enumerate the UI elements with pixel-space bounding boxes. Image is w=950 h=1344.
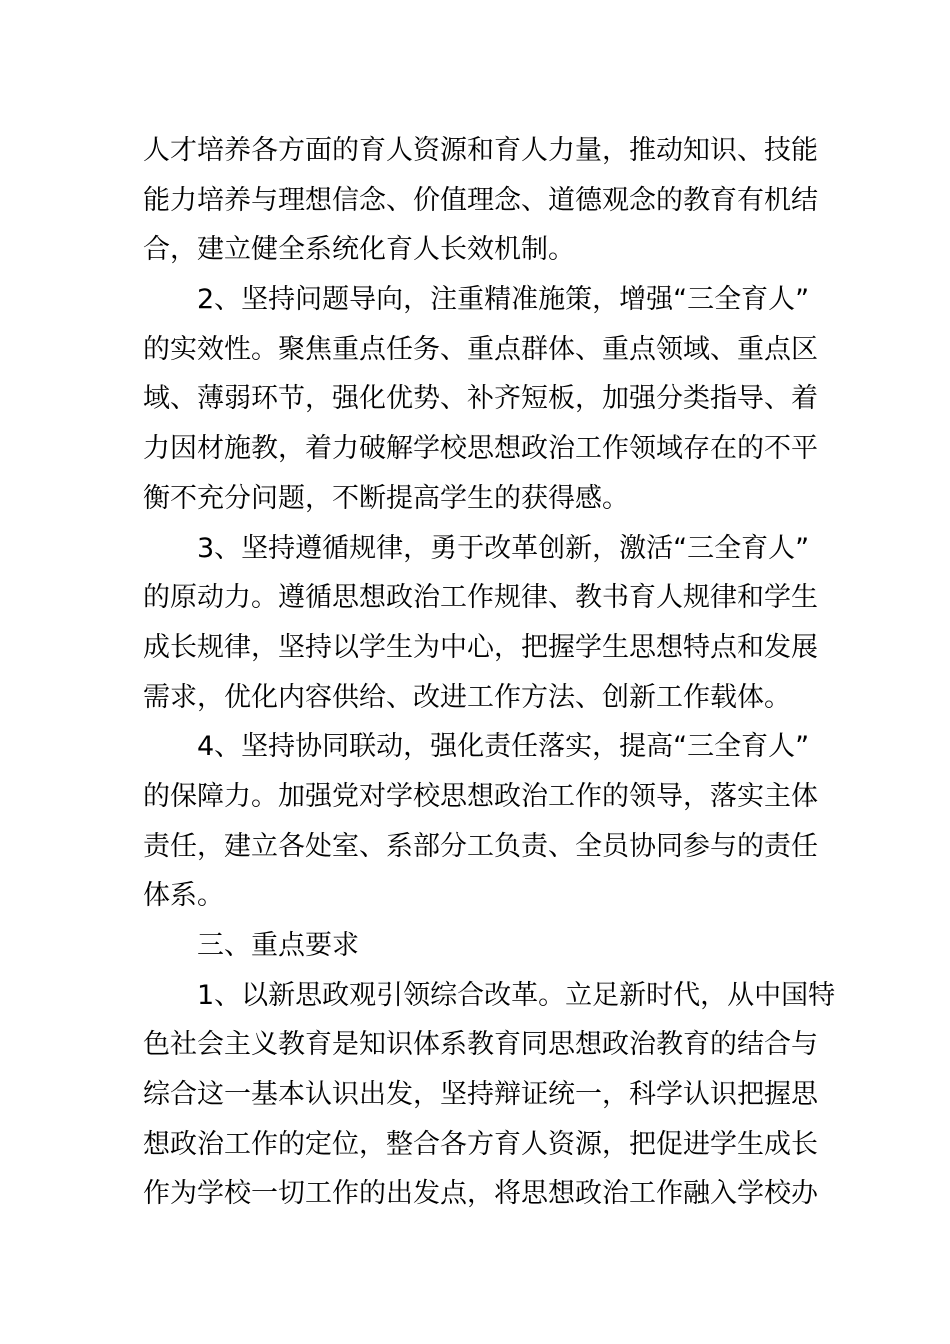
text-line-5: 的实效性。聚焦重点任务、重点群体、重点领域、重点区 xyxy=(143,333,818,365)
text-line-20: 综合这一基本认识出发，坚持辩证统一，科学认识把握思 xyxy=(143,1079,818,1111)
text-line-9: 3、坚持遵循规律，勇于改革创新，激活“三全育人” xyxy=(197,532,810,564)
text-line-19: 色社会主义教育是知识体系教育同思想政治教育的结合与 xyxy=(143,1029,818,1061)
text-line-14: 的保障力。加强党对学校思想政治工作的领导，落实主体 xyxy=(143,780,818,812)
text-line-1: 人才培养各方面的育人资源和育人力量，推动知识、技能 xyxy=(143,135,818,166)
text-line-16: 体系。 xyxy=(143,880,224,912)
text-line-10: 的原动力。遵循思想政治工作规律、教书育人规律和学生 xyxy=(143,582,818,614)
text-line-22: 作为学校一切工作的出发点，将思想政治工作融入学校办 xyxy=(143,1178,818,1210)
text-line-4: 2、坚持问题导向，注重精准施策，增强“三全育人” xyxy=(197,284,810,316)
text-line-2: 能力培养与理想信念、价值理念、道德观念的教育有机结 xyxy=(143,184,818,216)
text-line-13: 4、坚持协同联动，强化责任落实，提高“三全育人” xyxy=(197,731,810,763)
section-heading: 三、重点要求 xyxy=(197,930,359,961)
text-line-11: 成长规律，坚持以学生为中心，把握学生思想特点和发展 xyxy=(143,631,818,663)
text-line-15: 责任，建立各处室、系部分工负责、全员协同参与的责任 xyxy=(143,830,818,862)
text-line-21: 想政治工作的定位，整合各方育人资源，把促进学生成长 xyxy=(143,1128,818,1160)
text-line-8: 衡不充分问题，不断提高学生的获得感。 xyxy=(143,482,629,514)
text-line-7: 力因材施教，着力破解学校思想政治工作领域存在的不平 xyxy=(143,433,818,465)
text-line-6: 域、薄弱环节，强化优势、补齐短板，加强分类指导、着 xyxy=(143,383,818,415)
text-line-3: 合，建立健全系统化育人长效机制。 xyxy=(143,234,575,266)
text-line-18: 1、以新思政观引领综合改革。立足新时代，从中国特 xyxy=(197,979,836,1011)
text-line-12: 需求，优化内容供给、改进工作方法、创新工作载体。 xyxy=(143,681,791,713)
document-body xyxy=(143,126,836,1219)
